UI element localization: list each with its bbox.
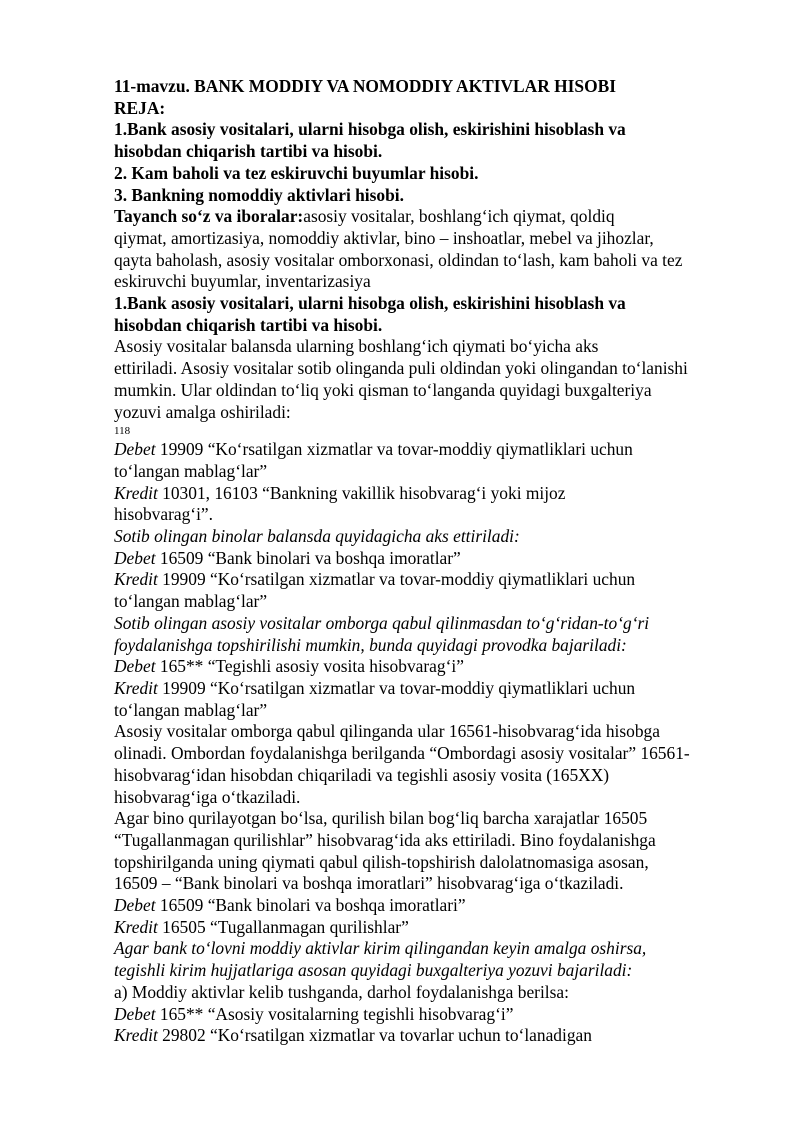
paragraph-3-line-4: 16509 – “Bank binolari va boshqa imoratlari” hisobvaragʻiga oʻtkaziladi. [114, 873, 624, 894]
entry-5-kredit [114, 1025, 744, 1047]
paragraph-1-line-4: yozuvi amalga oshiriladi: [114, 401, 291, 422]
kredit-text: 29802 “Koʻrsatilgan xizmatlar va tovarlar uchun toʻlanadigan [157, 1025, 592, 1046]
entry-3-debet [114, 656, 744, 678]
paragraph-2-line-1: Asosiy vositalar omborga qabul qilinganda ular 16561-hisobvaragʻida hisobga [114, 721, 660, 742]
kredit-text: 10301, 16103 “Bankning vakillik hisobvaragʻi yoki mijoz [157, 482, 566, 503]
debet-text: 16509 “Bank binolari va boshqa imoratlari” [155, 895, 466, 916]
section-1-heading-cont: hisobdan chiqarish tartibi va hisobi. [114, 314, 383, 335]
entry-3-kredit [114, 678, 744, 700]
paragraph-1-line-3: mumkin. Ular oldindan toʻliq yoki qisman toʻlanganda quyidagi buxgalteriya [114, 379, 652, 400]
kredit-text: 19909 “Koʻrsatilgan xizmatlar va tovar-moddiy qiymatliklari uchun [157, 677, 636, 698]
plan-item-3: 3. Bankning nomoddiy aktivlari hisobi. [114, 184, 404, 205]
section-1-heading: 1.Bank asosiy vositalari, ularni hisobga olish, eskirishini hisoblash va [114, 293, 626, 314]
entry-2-kredit [114, 569, 744, 591]
document-title: 11-mavzu. BANK MODDIY VA NOMODDIY AKTIVLAR HISOBI [114, 76, 616, 96]
debet-text: 165** “Asosiy vositalarning tegishli hisobvaragʻi” [155, 1003, 514, 1024]
keywords-line-2: qiymat, amortizasiya, nomoddiy aktivlar, bino – inshoatlar, mebel va jihozlar, [114, 227, 654, 248]
page-number: 118 [114, 425, 131, 438]
paragraph-2-line-2: olinadi. Ombordan foydalanishga berilganda “Ombordagi asosiy vositalar” 16561- [114, 743, 690, 764]
plan-item-1-cont: hisobdan chiqarish tartibi va hisobi. [114, 141, 383, 162]
entry-1-debet [114, 439, 744, 461]
paragraph-1-line-1: Asosiy vositalar balansda ularning boshlangʻich qiymati boʻyicha aks [114, 336, 599, 357]
debet-label: Debet [114, 547, 156, 568]
kredit-text: 19909 “Koʻrsatilgan xizmatlar va tovar-moddiy qiymatliklari uchun [157, 569, 636, 590]
italic-note-2-line-2: foydalanishga topshirilishi mumkin, bunda quyidagi provodka bajariladi: [114, 634, 627, 655]
paragraph-3-line-2: “Tugallanmagan qurilishlar” hisobvaragʻida aks ettiriladi. Bino foydalanishga [114, 829, 656, 850]
paragraph-3-line-3: topshirilganda uning qiymati qabul qilish-topshirish dalolatnomasiga asosan, [114, 851, 649, 872]
keywords-line-4: eskiruvchi buyumlar, inventarizasiya [114, 271, 371, 292]
kredit-label: Kredit [114, 916, 158, 937]
keywords-text-1: asosiy vositalar, boshlangʻich qiymat, qoldiq [303, 206, 615, 227]
plan-heading: REJA: [114, 97, 166, 118]
italic-note-1: Sotib olingan binolar balansda quyidagicha aks ettiriladi: [114, 526, 520, 547]
italic-note-3-line-1: Agar bank toʻlovni moddiy aktivlar kirim qilingandan keyin amalga oshirsa, [114, 938, 647, 959]
debet-text: 19909 “Koʻrsatilgan xizmatlar va tovar-moddiy qiymatliklari uchun [155, 439, 633, 460]
keywords-label: Tayanch soʻz va iboralar: [114, 206, 304, 227]
entry-5-debet [114, 1004, 744, 1026]
debet-label: Debet [114, 656, 156, 677]
entry-1-kredit-cont: hisobvaragʻi”. [114, 504, 213, 525]
debet-label: Debet [114, 1003, 156, 1024]
paragraph-3-line-1: Agar bino qurilayotgan boʻlsa, qurilish bilan bogʻliq barcha xarajatlar 16505 [114, 808, 648, 829]
paragraph-2-line-3: hisobvaragʻidan hisobdan chiqariladi va tegishli asosiy vosita (165XX) [114, 764, 610, 785]
entry-2-kredit-cont: toʻlangan mablagʻlar” [114, 591, 268, 612]
plan-item-2: 2. Kam baholi va tez eskiruvchi buyumlar hisobi. [114, 162, 479, 183]
debet-text: 16509 “Bank binolari va boshqa imoratlar” [155, 547, 461, 568]
entry-4-kredit [114, 917, 744, 939]
italic-note-3-line-2: tegishli kirim hujjatlariga asosan quyidagi buxgalteriya yozuvi bajariladi: [114, 960, 633, 981]
kredit-label: Kredit [114, 677, 158, 698]
entry-1-debet-cont: toʻlangan mablagʻlar” [114, 460, 268, 481]
kredit-text: 16505 “Tugallanmagan qurilishlar” [157, 916, 409, 937]
plan-item-1: 1.Bank asosiy vositalari, ularni hisobga olish, eskirishini hisoblash va [114, 119, 626, 140]
list-item-a: a) Moddiy aktivlar kelib tushganda, darhol foydalanishga berilsa: [114, 981, 569, 1002]
debet-label: Debet [114, 439, 156, 460]
kredit-label: Kredit [114, 569, 158, 590]
keywords-line-1 [114, 206, 744, 228]
entry-1-kredit [114, 483, 744, 505]
entry-3-kredit-cont: toʻlangan mablagʻlar” [114, 699, 268, 720]
debet-label: Debet [114, 895, 156, 916]
entry-2-debet [114, 548, 744, 570]
kredit-label: Kredit [114, 482, 158, 503]
document-page [114, 76, 744, 1047]
kredit-label: Kredit [114, 1025, 158, 1046]
italic-note-2-line-1: Sotib olingan asosiy vositalar omborga qabul qilinmasdan toʻgʻridan-toʻgʻri [114, 612, 650, 633]
entry-4-debet [114, 895, 744, 917]
paragraph-1-line-2: ettiriladi. Asosiy vositalar sotib olinganda puli oldindan yoki olingandan toʻlanishi [114, 358, 688, 379]
keywords-line-3: qayta baholash, asosiy vositalar omborxonasi, oldindan toʻlash, kam baholi va tez [114, 249, 683, 270]
debet-text: 165** “Tegishli asosiy vosita hisobvaragʻi” [155, 656, 464, 677]
paragraph-2-line-4: hisobvaragʻiga oʻtkaziladi. [114, 786, 301, 807]
